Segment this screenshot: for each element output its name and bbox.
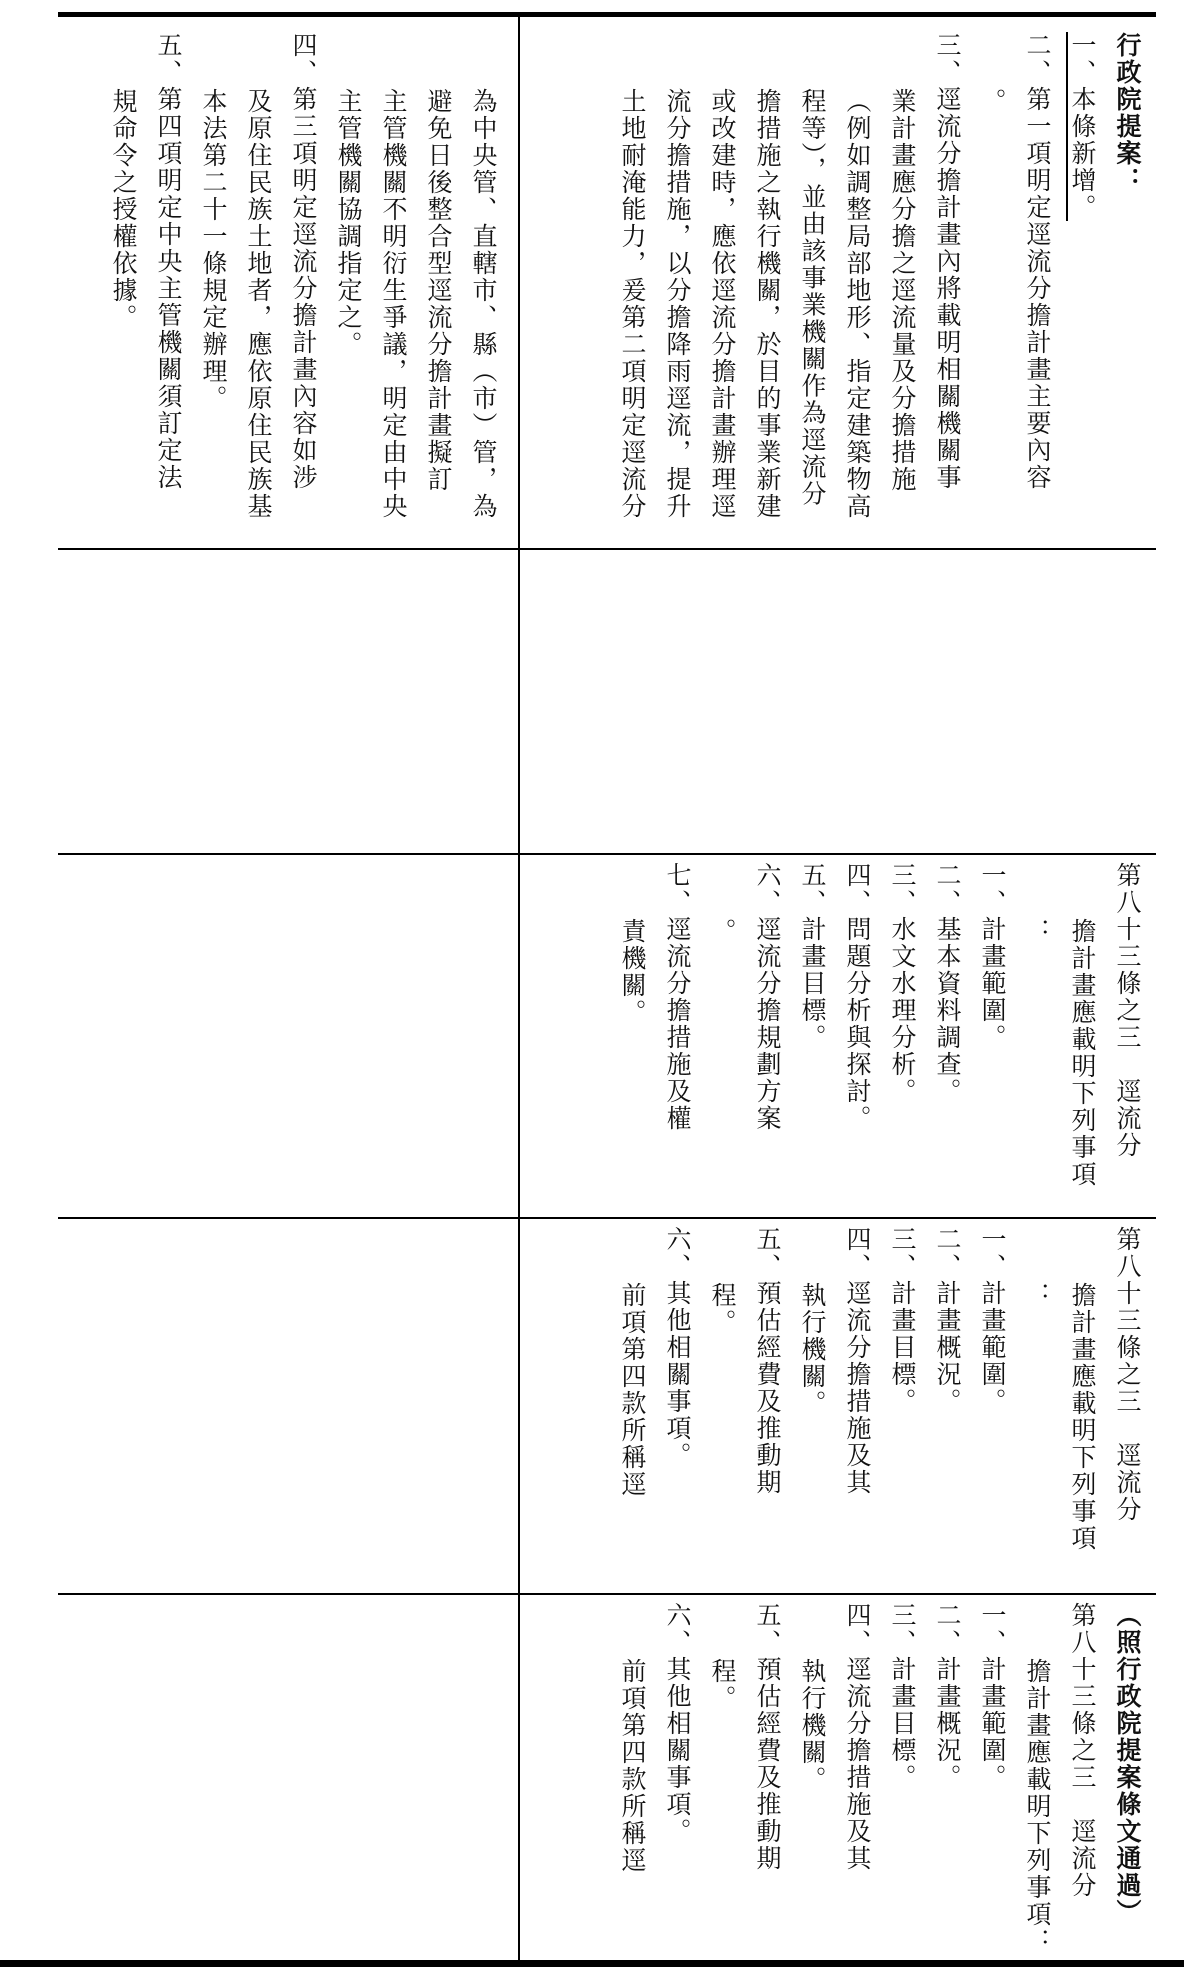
text-line: 第八十三條之三 逕流分 <box>1113 1226 1142 1523</box>
text-line: 土地耐淹能力，爰第二項明定逕流分 <box>618 88 647 520</box>
text-line: 二、計畫概況。 <box>933 1602 962 1791</box>
text-line: 程。 <box>708 1282 737 1336</box>
text-line: 六、其他相關事項。 <box>663 1226 692 1469</box>
text-line: （例如調整局部地形、指定建築物高 <box>843 88 872 520</box>
text-line: 擔措施之執行機關，於目的事業新建 <box>753 88 782 520</box>
text-line: 六、其他相關事項。 <box>663 1602 692 1845</box>
text-line: 擔計畫應載明下列事項： <box>1023 1658 1052 1955</box>
text-line: 流分擔措施，以分擔降雨逕流，提升 <box>663 88 692 520</box>
article-83-3-version-a <box>530 862 1150 1212</box>
text-line: 四、問題分析與探討。 <box>843 862 872 1132</box>
text-line: 一、本條新增。 <box>1068 32 1097 221</box>
text-line: 避免日後整合型逕流分擔計畫擬訂 <box>424 88 453 493</box>
text-line: 二、計畫概況。 <box>933 1226 962 1415</box>
text-line: 主管機關不明衍生爭議，明定由中央 <box>379 88 408 520</box>
bottom-rule <box>0 1960 1184 1967</box>
text-line: 責機關。 <box>618 918 647 1026</box>
text-line: 第八十三條之三 逕流分 <box>1068 1602 1097 1899</box>
text-line: 四、逕流分擔措施及其 <box>843 1226 872 1496</box>
row-divider <box>58 1593 1156 1595</box>
row-divider <box>58 853 1156 855</box>
text-line: 。 <box>708 918 737 945</box>
text-line: 及原住民族土地者，應依原住民族基 <box>244 88 273 520</box>
article-83-3-passed <box>530 1602 1150 1954</box>
text-line: 六、逕流分擔規劃方案 <box>753 862 782 1132</box>
section-heading: （照行政院提案條文通過） <box>1113 1602 1142 1926</box>
text-line: 前項第四款所稱逕 <box>618 1658 647 1874</box>
top-rule <box>58 12 1156 17</box>
text-line: 擔計畫應載明下列事項 <box>1068 918 1097 1188</box>
row-divider <box>58 1217 1156 1219</box>
text-line: 三、計畫目標。 <box>888 1226 917 1415</box>
text-line: 二、基本資料調查。 <box>933 862 962 1105</box>
text-line: 執行機關。 <box>798 1658 827 1793</box>
text-line: 三、逕流分擔計畫內將載明相關機關事 <box>933 32 962 491</box>
text-line: 執行機關。 <box>798 1282 827 1417</box>
text-line: 五、預估經費及推動期 <box>753 1602 782 1872</box>
text-line: 二、第一項明定逕流分擔計畫主要內容 <box>1023 32 1052 491</box>
text-line: 或改建時，應依逕流分擔計畫辦理逕 <box>708 88 737 520</box>
text-line: 一、計畫範圍。 <box>978 862 1007 1051</box>
text-line: 為中央管、直轄市、縣（市）管，為 <box>469 88 498 520</box>
row-divider <box>58 548 1156 550</box>
executive-yuan-explanation <box>530 32 1150 542</box>
text-line: 一、計畫範圍。 <box>978 1602 1007 1791</box>
text-line: 五、預估經費及推動期 <box>753 1226 782 1496</box>
section-heading: 行政院提案： <box>1113 32 1142 194</box>
text-line: 本法第二十一條規定辦理。 <box>199 88 228 412</box>
text-line: 五、計畫目標。 <box>798 862 827 1051</box>
text-line: 七、逕流分擔措施及權 <box>663 862 692 1132</box>
text-line: 一、計畫範圍。 <box>978 1226 1007 1415</box>
text-line: 三、水文水理分析。 <box>888 862 917 1105</box>
text-line: 擔計畫應載明下列事項 <box>1068 1282 1097 1552</box>
article-83-3-version-b <box>530 1226 1150 1588</box>
text-line: 五、第四項明定中央主管機關須訂定法 <box>154 32 183 491</box>
column-divider <box>518 12 520 1962</box>
text-line: 程。 <box>708 1658 737 1712</box>
text-line: 第八十三條之三 逕流分 <box>1113 862 1142 1159</box>
text-line: 主管機關協調指定之。 <box>334 88 363 358</box>
text-line: ： <box>1023 918 1052 945</box>
text-line: 前項第四款所稱逕 <box>618 1282 647 1498</box>
text-line: ： <box>1023 1282 1052 1309</box>
text-line: 。 <box>978 88 1007 115</box>
text-line: 業計畫應分擔之逕流量及分擔措施 <box>888 88 917 493</box>
text-line: 程等），並由該事業機關作為逕流分 <box>798 88 827 508</box>
text-line: 四、第三項明定逕流分擔計畫內容如涉 <box>289 32 318 491</box>
text-line: 規命令之授權依據。 <box>109 88 138 331</box>
explanation-continued <box>60 32 506 542</box>
text-line: 三、計畫目標。 <box>888 1602 917 1791</box>
text-line: 四、逕流分擔措施及其 <box>843 1602 872 1872</box>
